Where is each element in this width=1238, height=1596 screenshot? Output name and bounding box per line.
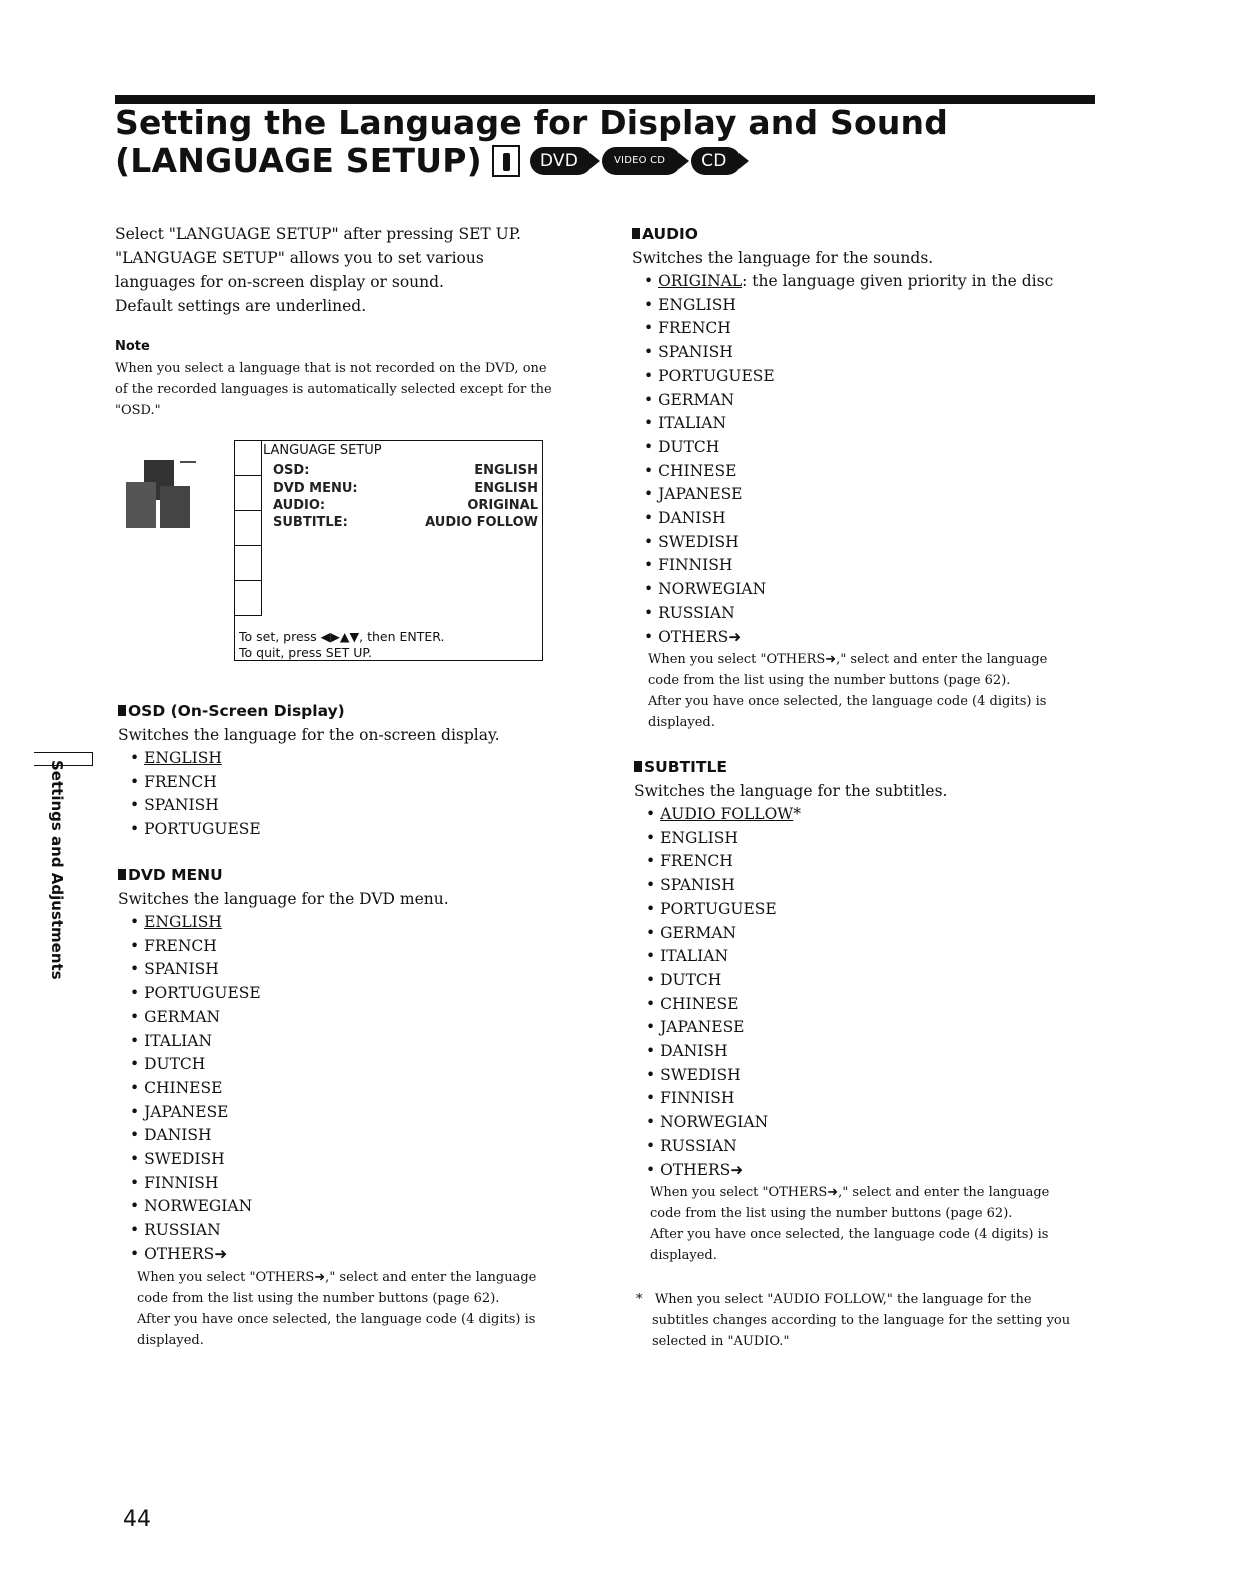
list-item: • ENGLISH — [130, 747, 588, 771]
osd-menu-icons — [235, 441, 262, 616]
osd-row-label: DVD MENU: — [273, 481, 358, 496]
note-line: When you select "OTHERS➜," select and enter the language — [648, 652, 1048, 668]
list-item: • ENGLISH — [646, 827, 1104, 851]
cd-badge-icon: CD — [691, 147, 740, 175]
subtitle-language-list — [634, 803, 1104, 1182]
osd-row-label: OSD: — [273, 463, 310, 478]
list-item: • SWEDISH — [644, 531, 1102, 555]
list-item: • DUTCH — [646, 969, 1104, 993]
list-item: • GERMAN — [644, 389, 1102, 413]
osd-icon-slot — [235, 546, 261, 581]
intro-block — [115, 222, 585, 318]
audio-description: Switches the language for the sounds. — [632, 249, 934, 267]
osd-footer-line: To quit, press SET UP. — [239, 645, 372, 660]
note-line: displayed. — [648, 715, 715, 731]
list-item: • GERMAN — [130, 1006, 588, 1030]
subtitle-description: Switches the language for the subtitles. — [634, 782, 948, 800]
osd-icon-slot — [235, 581, 261, 616]
list-item: • OTHERS➜ — [130, 1243, 588, 1267]
list-item: • FINNISH — [130, 1172, 588, 1196]
intro-line: "LANGUAGE SETUP" allows you to set various — [115, 249, 484, 267]
note-line: displayed. — [650, 1248, 717, 1264]
osd-row — [273, 481, 538, 496]
list-item: • RUSSIAN — [646, 1135, 1104, 1159]
list-item: • PORTUGUESE — [646, 898, 1104, 922]
list-item: • FRENCH — [130, 771, 588, 795]
list-item: • SWEDISH — [646, 1064, 1104, 1088]
audio-section — [632, 222, 1102, 733]
audio-heading: AUDIO — [632, 222, 1102, 246]
note-line: code from the list using the number buttons (page 62). — [648, 673, 1011, 689]
osd-language-list — [118, 747, 588, 842]
list-item: • SWEDISH — [130, 1148, 588, 1172]
list-item: • ITALIAN — [646, 945, 1104, 969]
osd-row-label: SUBTITLE: — [273, 515, 348, 530]
osd-row-label: AUDIO: — [273, 498, 326, 513]
list-item: • DUTCH — [644, 436, 1102, 460]
note-line: of the recorded languages is automatically selected except for the — [115, 382, 552, 397]
list-item: • FINNISH — [644, 554, 1102, 578]
list-item: • DUTCH — [130, 1053, 588, 1077]
list-item: • SPANISH — [646, 874, 1104, 898]
osd-icon-slot — [235, 511, 261, 546]
list-item: • DANISH — [130, 1124, 588, 1148]
dvd-menu-others-note — [118, 1267, 588, 1351]
list-item: • CHINESE — [644, 460, 1102, 484]
note-heading: Note — [115, 339, 150, 354]
language-setup-screen — [234, 440, 543, 661]
audio-others-note — [632, 649, 1102, 733]
list-item: • FRENCH — [646, 850, 1104, 874]
subtitle-heading: SUBTITLE — [634, 755, 1104, 779]
note-line: code from the list using the number buttons (page 62). — [137, 1290, 500, 1306]
note-line: code from the list using the number buttons (page 62). — [650, 1206, 1013, 1222]
osd-footer — [239, 629, 444, 661]
osd-row — [273, 515, 538, 530]
list-item: • ORIGINAL: the language given priority in the disc — [644, 270, 1102, 294]
osd-row-value: ENGLISH — [474, 463, 538, 478]
osd-row — [273, 498, 538, 513]
section-side-tab: Settings and Adjustments — [48, 760, 66, 980]
list-item: • RUSSIAN — [644, 602, 1102, 626]
list-item: • RUSSIAN — [130, 1219, 588, 1243]
note-line: When you select "OTHERS➜," select and enter the language — [650, 1185, 1050, 1201]
list-item: • GERMAN — [646, 922, 1104, 946]
title-line-1: Setting the Language for Display and Sound — [115, 103, 949, 142]
list-item: • ITALIAN — [130, 1030, 588, 1054]
osd-title: LANGUAGE SETUP — [263, 443, 382, 458]
list-item: • JAPANESE — [644, 483, 1102, 507]
note-line: "OSD." — [115, 403, 161, 418]
list-item: • DANISH — [646, 1040, 1104, 1064]
osd-heading: OSD (On-Screen Display) — [118, 699, 588, 723]
note-block — [115, 336, 585, 421]
osd-icon-slot — [235, 441, 261, 476]
list-item: • ENGLISH — [130, 911, 588, 935]
list-item: • ITALIAN — [644, 412, 1102, 436]
page-title — [115, 104, 948, 180]
list-item: • PORTUGUESE — [644, 365, 1102, 389]
note-line: After you have once selected, the language code (4 digits) is — [650, 1227, 1049, 1243]
osd-row-value: AUDIO FOLLOW — [425, 515, 538, 530]
list-item: • FINNISH — [646, 1087, 1104, 1111]
audio-language-list — [632, 270, 1102, 649]
dvd-menu-heading: DVD MENU — [118, 863, 588, 887]
intro-line: Default settings are underlined. — [115, 297, 367, 315]
list-item: • FRENCH — [644, 317, 1102, 341]
intro-line: Select "LANGUAGE SETUP" after pressing SET UP. — [115, 225, 521, 243]
title-line-2: (LANGUAGE SETUP) — [115, 141, 482, 180]
note-line: After you have once selected, the language code (4 digits) is — [137, 1311, 536, 1327]
list-item: • PORTUGUESE — [130, 982, 588, 1006]
note-line: displayed. — [137, 1332, 204, 1348]
dvd-badge-icon: DVD — [530, 147, 592, 175]
player-illustration-icon — [120, 452, 196, 540]
list-item: • SPANISH — [130, 958, 588, 982]
list-item: • ENGLISH — [644, 294, 1102, 318]
subtitle-section — [634, 755, 1104, 1266]
subtitle-others-note — [634, 1182, 1104, 1266]
list-item: • AUDIO FOLLOW* — [646, 803, 1104, 827]
list-item: • CHINESE — [130, 1077, 588, 1101]
osd-row — [273, 463, 538, 478]
dvd-menu-section — [118, 863, 588, 1351]
footnote-line: * When you select "AUDIO FOLLOW," the language for the — [636, 1292, 1032, 1307]
osd-row-value: ORIGINAL — [467, 498, 538, 513]
osd-description: Switches the language for the on-screen display. — [118, 726, 500, 744]
intro-line: languages for on-screen display or sound. — [115, 273, 444, 291]
list-item: • JAPANESE — [130, 1101, 588, 1125]
footnote-line: subtitles changes according to the language for the setting you — [652, 1313, 1071, 1328]
list-item: • SPANISH — [644, 341, 1102, 365]
list-item: • PORTUGUESE — [130, 818, 588, 842]
list-item: • OTHERS➜ — [644, 626, 1102, 650]
remote-icon — [492, 145, 520, 177]
osd-row-value: ENGLISH — [474, 481, 538, 496]
list-item: • NORWEGIAN — [644, 578, 1102, 602]
list-item: • CHINESE — [646, 993, 1104, 1017]
list-item: • JAPANESE — [646, 1016, 1104, 1040]
list-item: • FRENCH — [130, 935, 588, 959]
note-line: When you select a language that is not recorded on the DVD, one — [115, 361, 547, 376]
footnote — [636, 1289, 1096, 1352]
dvd-menu-language-list — [118, 911, 588, 1267]
osd-footer-line: To set, press ◀▶▲▼, then ENTER. — [239, 629, 445, 644]
note-line: When you select "OTHERS➜," select and enter the language — [137, 1269, 537, 1285]
osd-section — [118, 699, 588, 842]
osd-icon-slot — [235, 476, 261, 511]
footnote-line: selected in "AUDIO." — [652, 1334, 790, 1349]
note-line: After you have once selected, the language code (4 digits) is — [648, 694, 1047, 710]
list-item: • NORWEGIAN — [646, 1111, 1104, 1135]
list-item: • OTHERS➜ — [646, 1159, 1104, 1183]
video-cd-badge-icon: VIDEO CD — [602, 147, 681, 175]
dvd-menu-description: Switches the language for the DVD menu. — [118, 890, 449, 908]
list-item: • SPANISH — [130, 794, 588, 818]
page-number: 44 — [123, 1507, 151, 1532]
list-item: • NORWEGIAN — [130, 1195, 588, 1219]
list-item: • DANISH — [644, 507, 1102, 531]
